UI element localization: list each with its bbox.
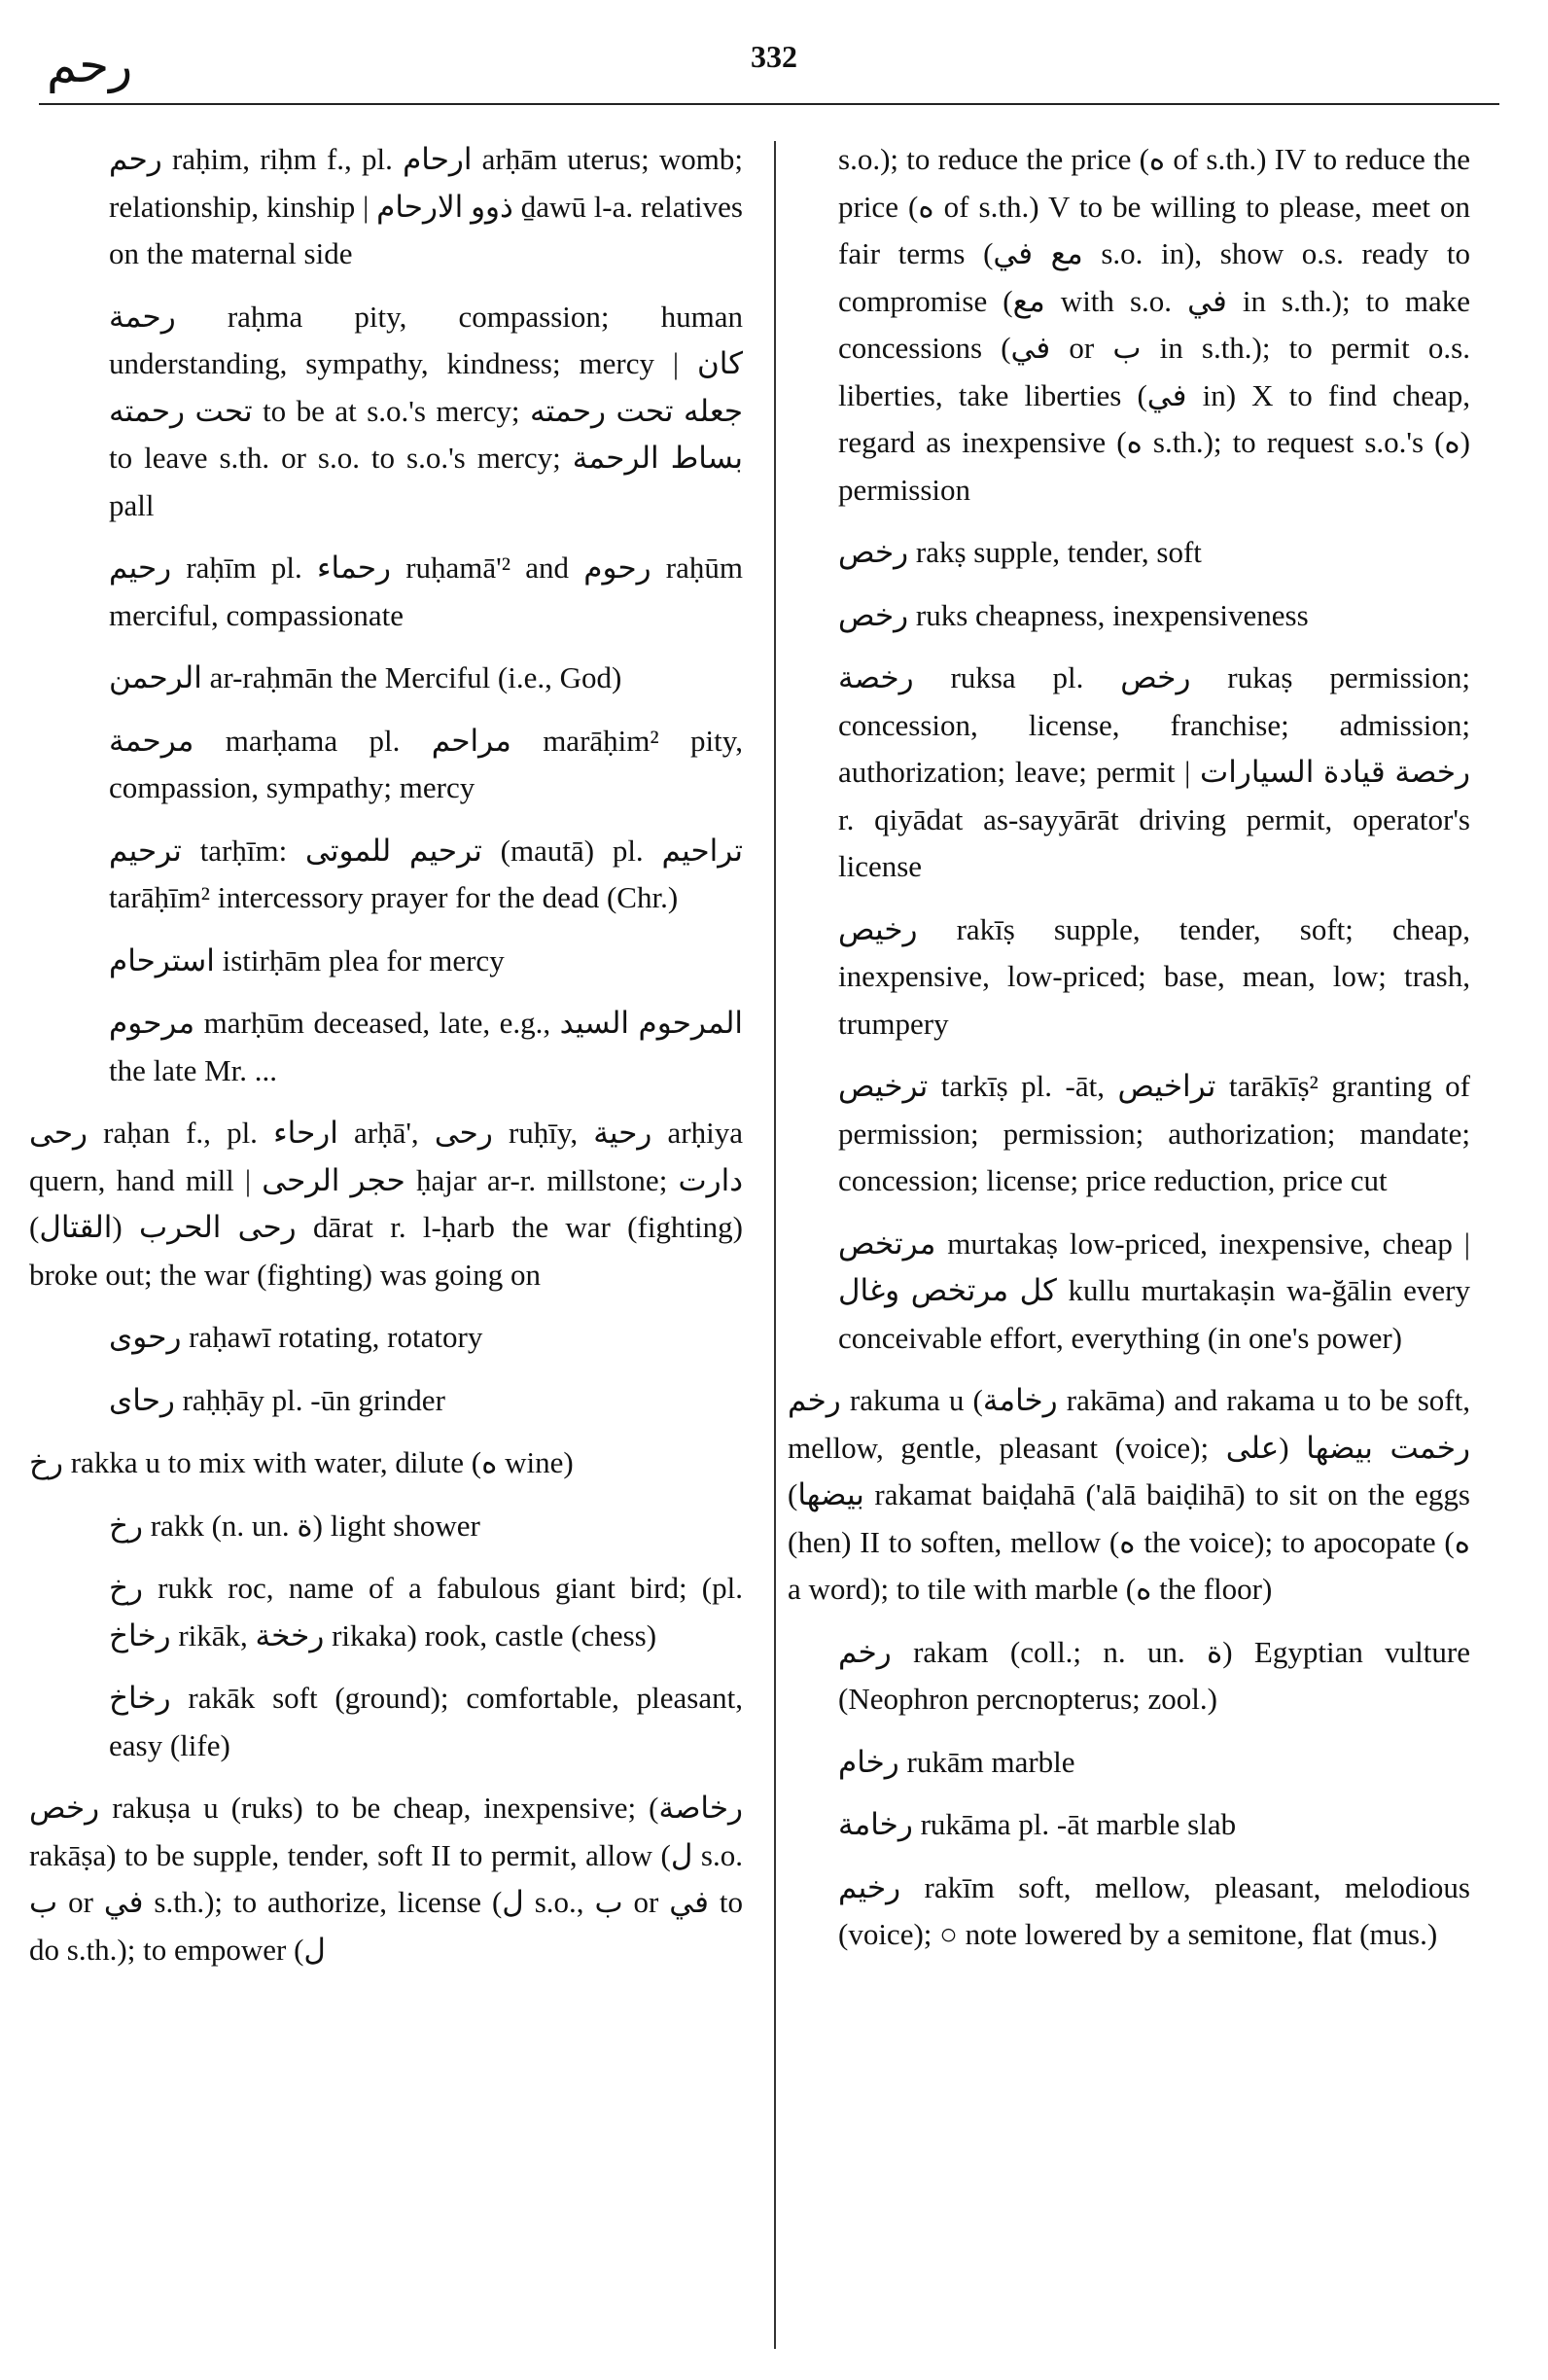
dictionary-entry: ترحيم tarḥīm: ترحيم للموتى (mautā) pl. تراحيم tarāḥīm² intercessory prayer for the dead (Chr.) [109, 833, 743, 914]
root-entry: رخ rakka u to mix with water, dilute (ه wine) [29, 1445, 574, 1479]
dictionary-entry: رخيم rakīm soft, mellow, pleasant, melodious (voice); ○ note lowered by a semitone, flat (mus.) [838, 1869, 1470, 1951]
dictionary-entry: ترخيص tarkīṣ pl. -āt, تراخيص tarākīṣ² granting of permission; permission; authorization; mandate; concession; license; price reduction, price cut [838, 1069, 1470, 1197]
left-column [29, 136, 744, 1989]
dictionary-entry: استرحام istirḥām plea for mercy [109, 942, 505, 977]
dictionary-entry: رحيم raḥīm pl. رحماء ruḥamā'² and رحوم raḥūm merciful, compassionate [109, 551, 744, 632]
dictionary-entry: مرحمة marḥama pl. مراحم marāḥim² pity, compassion, sympathy; mercy [109, 723, 743, 804]
page-header [0, 0, 1548, 107]
dictionary-entry: رخصة ruksa pl. رخص rukaṣ permission; concession, license, franchise; admission; authorization; leave; permit | رخصة قيادة السيارات r. qiyādat as-sayyārāt driving permit, operator's license [838, 660, 1470, 883]
header-root-word: رحم [47, 38, 133, 92]
dictionary-entry: رخم rakam (coll.; n. un. ة) Egyptian vulture (Neophron percnopterus; zool.) [838, 1634, 1470, 1716]
column-divider [774, 141, 776, 2349]
right-column [788, 136, 1471, 1974]
dictionary-entry: رخاخ rakāk soft (ground); comfortable, pleasant, easy (life) [109, 1681, 743, 1762]
dictionary-entry: رحمة raḥma pity, compassion; human understanding, sympathy, kindness; mercy | كان تحت رحمته to be at s.o.'s mercy; جعله تحت رحمته to leave s.th. or s.o. to s.o.'s mercy; بساط الرحمة pall [109, 299, 744, 522]
dictionary-entry: مرتخص murtakaṣ low-priced, inexpensive, cheap | كل مرتخص وغال kullu murtakaṣin wa-ğālin every conceivable effort, everything (in one's power) [838, 1226, 1470, 1355]
dictionary-entry: رخامة rukāma pl. -āt marble slab [838, 1807, 1237, 1841]
dictionary-entry: رحاى raḥḥāy pl. -ūn grinder [109, 1382, 445, 1417]
dictionary-entry: رخ rakk (n. un. ة) light shower [109, 1508, 480, 1543]
dictionary-entry: الرحمن ar-raḥmān the Merciful (i.e., God) [109, 660, 622, 694]
dictionary-entry: مرحوم marḥūm deceased, late, e.g., المرحوم السيد the late Mr. ... [109, 1006, 743, 1087]
root-entry: رخم rakuma u (رخامة rakāma) and rakama u to be soft, mellow, gentle, pleasant (voice); رخمت بيضها (على بيضها) rakamat baiḍahā ('alā baiḍihā) to sit on the eggs (hen) II to soften, mellow (ه the voice); to apocopate (ه a word); to tile with marble (ه the floor) [788, 1383, 1471, 1606]
dictionary-entry: رخيص rakīṣ supple, tender, soft; cheap, inexpensive, low-priced; base, mean, low; trash, trumpery [838, 911, 1470, 1041]
dictionary-entry: رخام rukām marble [838, 1744, 1075, 1779]
dictionary-entry: رحم raḥim, riḥm f., pl. ارحام arḥām uterus; womb; relationship, kinship | ذوو الارحام ḏawū l-a. relatives on the maternal side [109, 142, 743, 270]
dictionary-entry: رخص ruks cheapness, inexpensiveness [838, 597, 1309, 632]
dictionary-entry: رخ rukk roc, name of a fabulous giant bird; (pl. رخاخ rikāk, رخخة rikaka) rook, castle (chess) [109, 1571, 743, 1652]
header-rule [39, 103, 1499, 105]
root-entry: رخص rakuṣa u (ruks) to be cheap, inexpensive; (رخاصة rakāṣa) to be supple, tender, soft II to permit, allow (ل s.o. ب or في s.th.); to authorize, license (ل s.o., ب or في to do s.th.); to empower (ل [29, 1791, 743, 1967]
continued-entry: s.o.); to reduce the price (ه of s.th.) IV to reduce the price (ه of s.th.) V to be willing to please, meet on fair terms (مع في s.o. in), show o.s. ready to compromise (مع with s.o. في in s.th.); to make concessions (في or ب in s.th.); to permit o.s. liberties, take liberties (في in) X to find cheap, regard as inexpensive (ه s.th.); to request s.o.'s (ه) permission [838, 142, 1470, 507]
root-entry: رحى raḥan f., pl. ارحاء arḥā', رحى ruḥīy, رحية arḥiya quern, hand mill | حجر الرحى ḥajar ar-r. millstone; دارت رحى الحرب (القتال) dārat r. l-ḥarb the war (fighting) broke out; the war (fighting) was going on [29, 1116, 744, 1292]
page-number: 332 [751, 39, 797, 74]
dictionary-entry: رحوى raḥawī rotating, rotatory [109, 1320, 483, 1354]
dictionary-entry: رخص rakṣ supple, tender, soft [838, 535, 1202, 569]
